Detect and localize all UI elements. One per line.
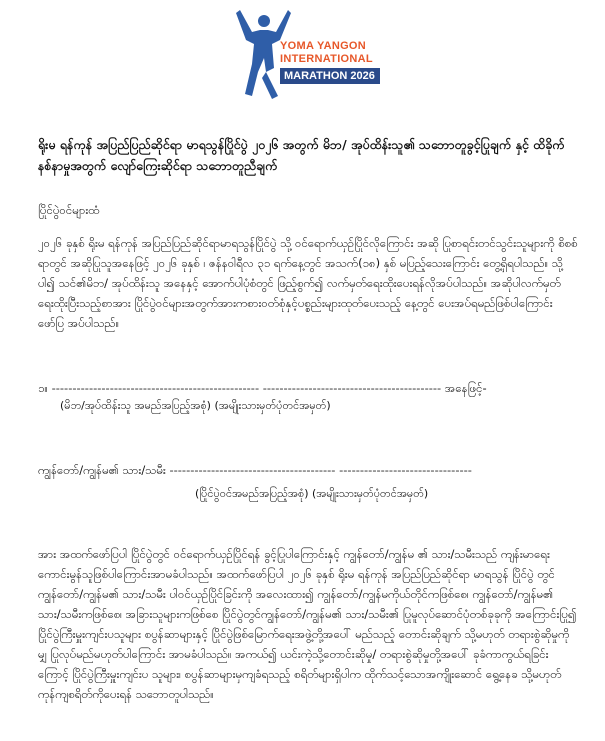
- form-line-child: [38, 460, 578, 480]
- caption-child: (ပြိုင်ပွဲဝင်အမည်အပြည့်အစုံ) (အမျိုးသားမှတ်ပုံတင်အမှတ်): [195, 487, 429, 500]
- child-name-blank[interactable]: ----------------------------------------: [169, 463, 336, 477]
- logo-band: MARATHON 2026: [280, 68, 380, 84]
- logo-text: [280, 40, 390, 84]
- salutation: ပြိုင်ပွဲဝင်များထံ: [38, 203, 100, 217]
- line2-prefix: ကျွန်တော်/ကျွန်မ၏ သား/သမီး: [38, 463, 166, 477]
- caption-parent: (မိဘ/အုပ်ထိန်းသူ အမည်အပြည့်အစုံ) (အမျိုးသားမှတ်ပုံတင်အမှတ်): [60, 399, 331, 412]
- logo-line-2: INTERNATIONAL: [280, 53, 373, 65]
- paragraph-2: အား အထက်ဖော်ပြပါ ပြိုင်ပွဲတွင် ဝင်ရောက်ယှဉ်ပြိုင်ရန် ခွင့်ပြုပါကြောင်းနှင့် ကျွန်တော်/ကျွန်မ ၏ သား/သမီးသည် ကျန်းမာရေး ကောင်းမွန်သူဖြစ်ပါကြောင်းအာမခံပါသည်။ အထက်ဖော်ပြပါ ၂၀၂၆ ခုနှစ် ရိုးမ ရန်ကုန် အပြည်ပြည်ဆိုင်ရာ မာရသွန် ပြိုင်ပွဲ တွင် ကျွန်တော်/ကျွန်မ၏ သား/သမီး ပါဝင်ယှဉ်ပြိုင်ခြင်းကို အလေးထား၍ ကျွန်တော်/ကျွန်မကိုယ်တိုင်ကဖြစ်စေ၊ ကျွန်တော်/ကျွန်မ၏ သား/သမီးကဖြစ်စေ၊ အခြားသူများကဖြစ်စေ ပြိုင်ပွဲတွင်ကျွန်တော်/ကျွန်မ၏ သား/သမီး၏ ပြုမူလုပ်ဆောင်ပုံတစ်ခုခုကို အကြောင်းပြု၍ ပြိုင်ပွဲကြီးမှူးကျင်းပသူများ စပွန်ဆာများနှင့် ပြိုင်ပွဲဖြစ်မြောက်ရေးအဖွဲ့တို့အပေါ် မည်သည့် တောင်းဆိုချက် သို့မဟုတ် တရားစွဲဆိုမှုကိုမျှ ပြုလုပ်မည်မဟုတ်ပါကြောင်း အာမခံပါသည်။ အကယ်၍ ယင်းကဲ့သို့တောင်းဆိုမှု/ တရားစွဲဆိုမှုတို့အပေါ် ခုခံကာကွယ်ရခြင်းကြောင့် ပြိုင်ပွဲကြီးမှူးကျင်းပ သူများ၊ စပွန်ဆာများမှကျခံရသည့် စရိတ်များရှိပါက ထိုက်သင့်သောအကျိုးဆောင် ရွေ့နေခ သို့မဟုတ် ကုန်ကျစရိတ်ကိုပေးရန် သဘောတူပါသည်။: [38, 547, 577, 701]
- parent-name-blank[interactable]: --------------------------------------------------: [51, 381, 260, 395]
- form-line-parent: [38, 378, 578, 398]
- line1-suffix: အနေဖြင့်-: [444, 381, 487, 395]
- paragraph-1: ၂၀၂၆ ခုနှစ် ရိုးမ ရန်ကုန် အပြည်ပြည်ဆိုင်ရာမာရသွန်ပြိုင်ပွဲ သို့ ဝင်ရောက်ယှဉ်ပြိုင်လိုကြောင်း အဆို ပြုစာရင်းတင်သွင်းသူများကို စိစစ်ရာတွင် အဆိုပြုသူအနေဖြင့် ၂၀၂၆ ခုနှစ် ၊ ဇန်နဝါရီလ ၃၁ ရက်နေ့တွင် အသက်(၁၈) နှစ် မပြည့်သေးကြောင်း တွေ့ရှိရပါသည်။ သို့ပါ၍ သင်၏မိဘ/ အုပ်ထိန်းသူ အနေနှင့် အောက်ပါပုံစံတွင် ဖြည့်စွက်၍ လက်မှတ်ရေးထိုးပေးရန်လိုအပ်ပါသည်။ အဆိုပါလက်မှတ် ရေးထိုးပြီးသည့်စာအား ပြိုင်ပွဲဝင်များအတွက်အားကစားဝတ်စုံနှင့်ပစ္စည်းများထုတ်ပေးသည့် နေ့တွင် ပေးအပ်ရမည်ဖြစ်ပါကြောင်း ဖော်ပြ အပ်ပါသည်။: [38, 236, 578, 330]
- line1-prefix: ၁။: [38, 381, 48, 395]
- parent-nrc-blank[interactable]: -------------------------------------------: [262, 381, 442, 395]
- marathon-logo: [232, 8, 392, 104]
- document-heading: ရိုးမ ရန်ကုန် အပြည်ပြည်ဆိုင်ရာ မာရသွန်ပြိုင်ပွဲ ၂၀၂၆ အတွက် မိဘ/ အုပ်ထိန်းသူ၏ သဘောတူခွင့်ပြုချက် နှင့် ထိခိုက်နစ်နာမှုအတွက် လျော်ကြေးဆိုင်ရာ သဘောတူညီချက်: [38, 137, 565, 173]
- child-nrc-blank[interactable]: --------------------------------: [339, 463, 472, 477]
- logo-line-1: YOMA YANGON: [280, 40, 367, 52]
